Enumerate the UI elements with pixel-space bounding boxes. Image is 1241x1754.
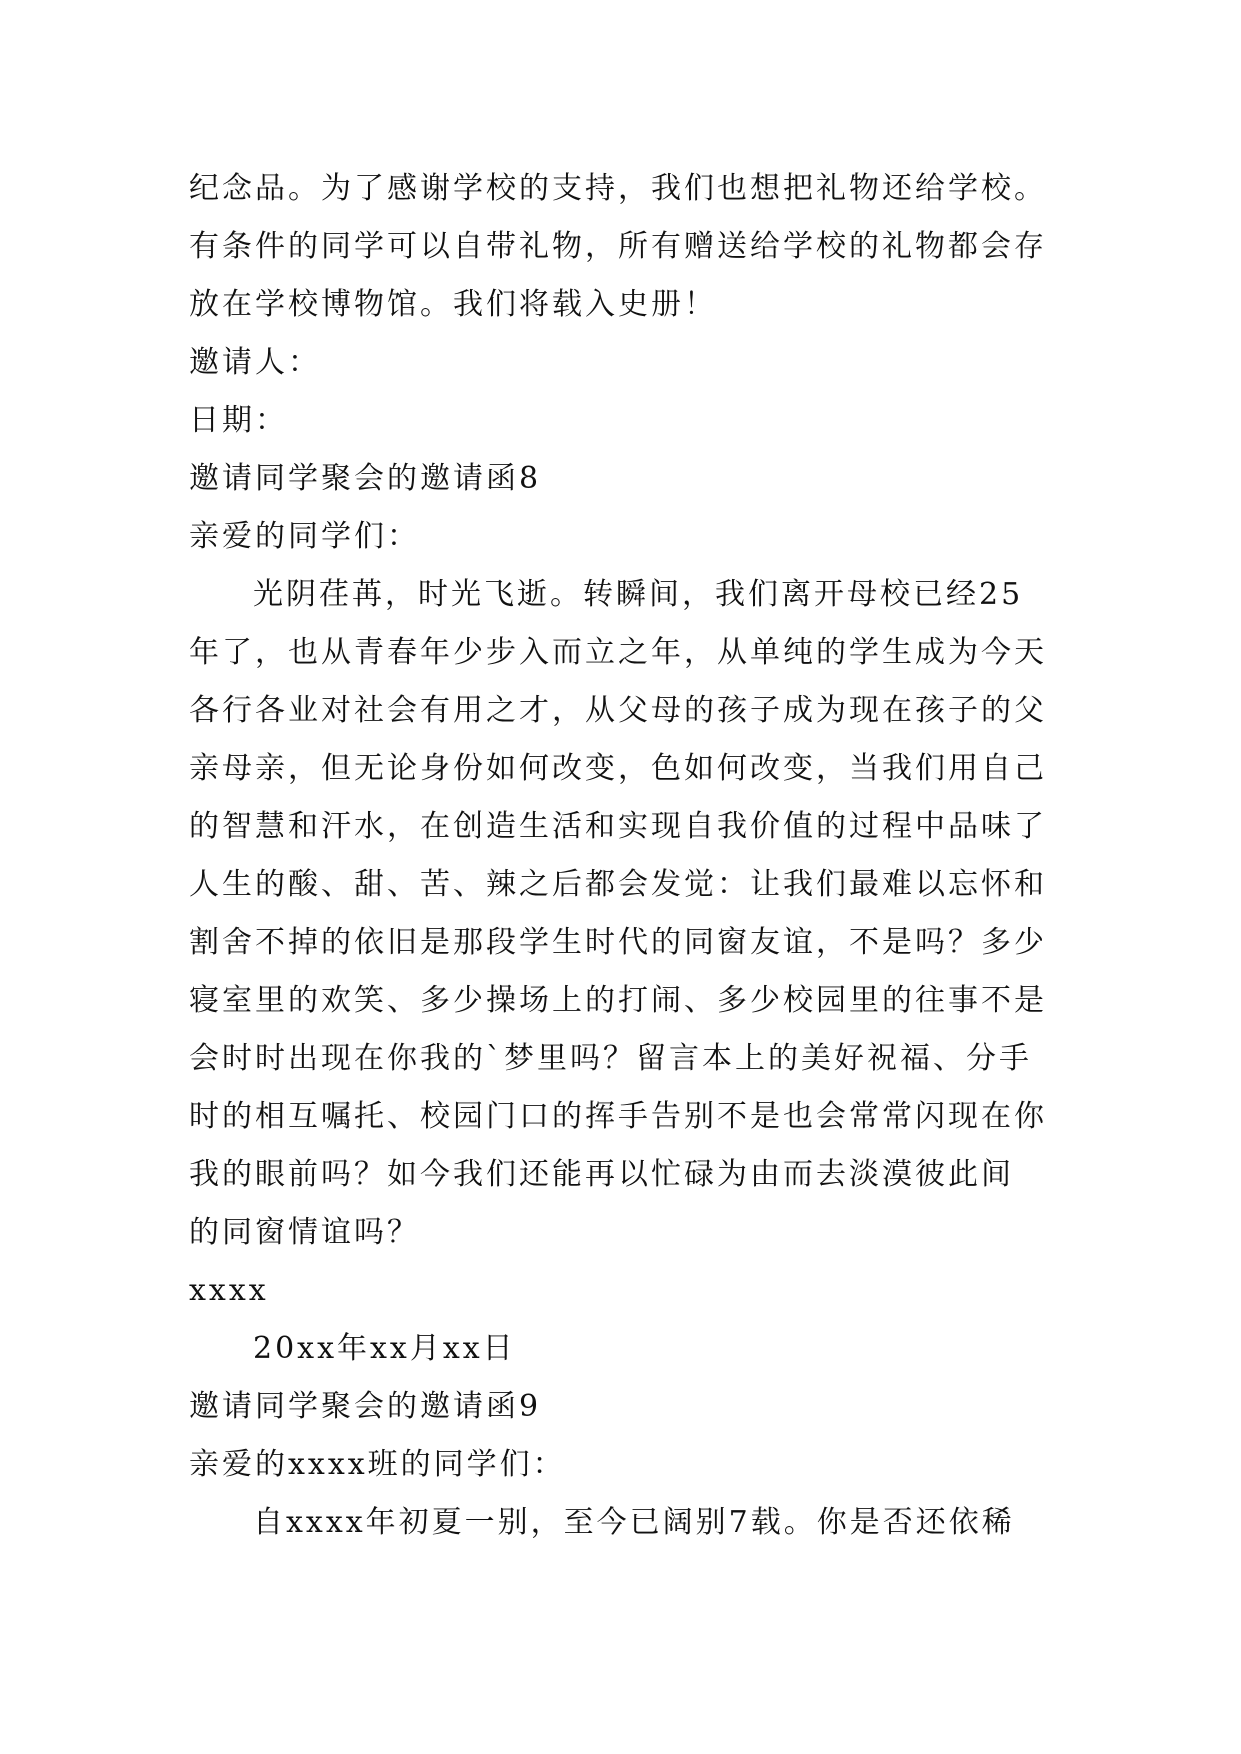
text-line: 我的眼前吗？如今我们还能再以忙碌为由而去淡漠彼此间	[189, 1157, 1014, 1192]
text-line: 人生的酸、甜、苦、辣之后都会发觉：让我们最难以忘怀和	[189, 867, 1047, 902]
signature: xxxx	[189, 1273, 269, 1308]
text-line: 割舍不掉的依旧是那段学生时代的同窗友谊，不是吗？多少	[189, 925, 1047, 960]
text-line: 的智慧和汗水，在创造生活和实现自我价值的过程中品味了	[189, 809, 1047, 844]
text-line: 有条件的同学可以自带礼物，所有赠送给学校的礼物都会存	[189, 229, 1047, 264]
paragraph-letter-8	[189, 566, 1069, 1262]
text-line: 年了，也从青春年少步入而立之年，从单纯的学生成为今天	[189, 635, 1047, 670]
date-label: 日期：	[189, 403, 288, 438]
salutation-9: 亲爱的xxxx班的同学们：	[189, 1447, 566, 1482]
text-line: 纪念品。为了感谢学校的支持，我们也想把礼物还给学校。	[189, 171, 1047, 206]
salutation-8: 亲爱的同学们：	[189, 519, 420, 554]
section-heading-9: 邀请同学聚会的邀请函9	[189, 1389, 542, 1424]
section-heading-8: 邀请同学聚会的邀请函8	[189, 461, 542, 496]
paragraph-letter-9-first-line: 自xxxx年初夏一别，至今已阔别7载。你是否还依稀	[253, 1505, 1015, 1540]
inviter-label: 邀请人：	[189, 345, 321, 380]
document-body	[189, 160, 1069, 1552]
paragraph-gift-closing	[189, 160, 1069, 334]
text-line: 光阴荏苒，时光飞逝。转瞬间，我们离开母校已经25	[253, 577, 1024, 612]
text-line: 放在学校博物馆。我们将载入史册！	[189, 287, 717, 322]
text-line: 各行各业对社会有用之才，从父母的孩子成为现在孩子的父	[189, 693, 1047, 728]
text-line: 的同窗情谊吗？	[189, 1215, 420, 1250]
text-line: 亲母亲，但无论身份如何改变，色如何改变，当我们用自己	[189, 751, 1047, 786]
date-line: 20xx年xx月xx日	[253, 1331, 516, 1366]
text-line: 时的相互嘱托、校园门口的挥手告别不是也会常常闪现在你	[189, 1099, 1047, 1134]
text-line: 寝室里的欢笑、多少操场上的打闹、多少校园里的往事不是	[189, 983, 1047, 1018]
text-line: 会时时出现在你我的`梦里吗？留言本上的美好祝福、分手	[189, 1041, 1032, 1076]
